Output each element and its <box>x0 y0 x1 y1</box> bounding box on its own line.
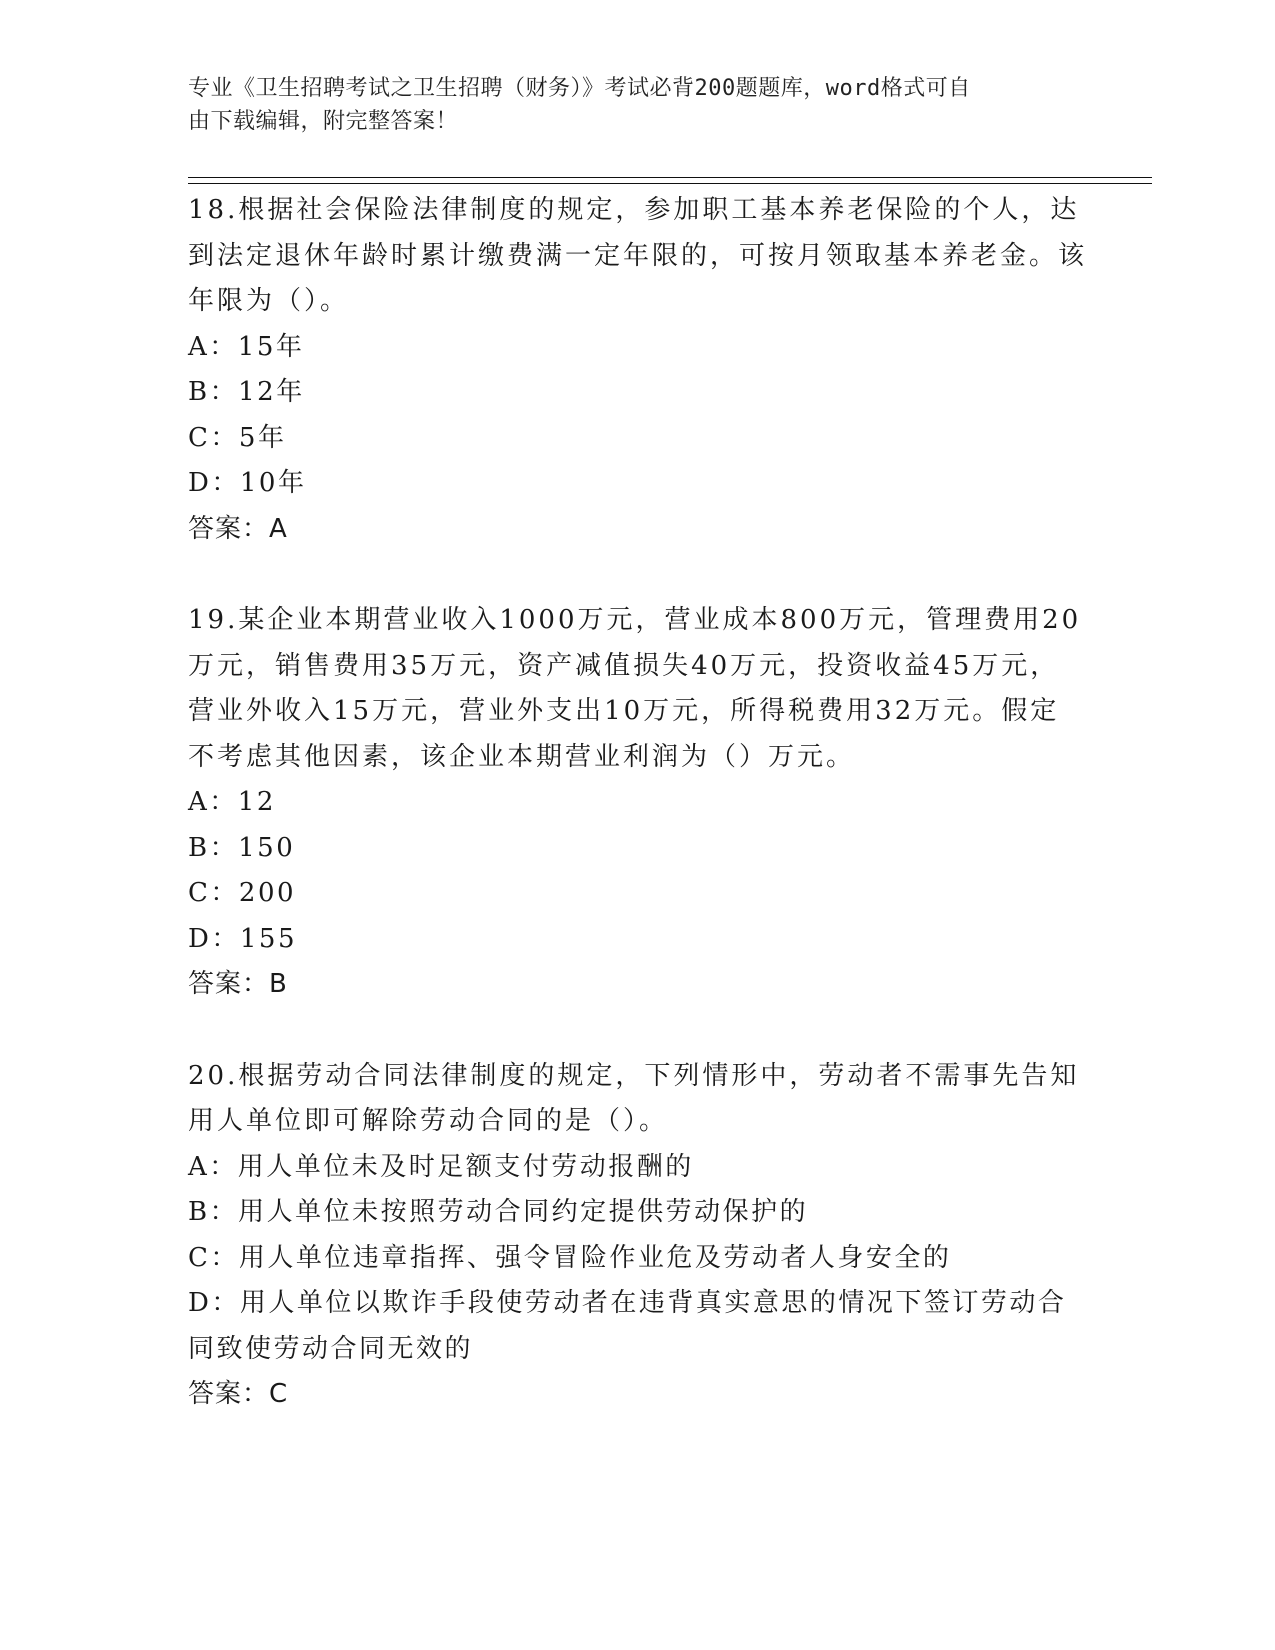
option-text: 用人单位未按照劳动合同约定提供劳动保护的 <box>238 1197 809 1227</box>
option-letter: A： <box>188 1151 238 1182</box>
option-letter: A： <box>188 787 238 817</box>
answer-value: C <box>269 1379 289 1409</box>
option-letter: D： <box>188 923 240 954</box>
option-letter: C： <box>188 422 239 453</box>
option-text: 12年 <box>238 377 305 407</box>
option-c <box>188 871 1088 917</box>
answer-label: 答案： <box>188 1379 270 1409</box>
option-a <box>188 780 1088 826</box>
option-text: 12 <box>237 787 276 817</box>
option-letter: B： <box>188 377 239 407</box>
answer-value: B <box>269 969 288 999</box>
option-a <box>188 1145 1088 1191</box>
option-letter: C： <box>188 878 239 908</box>
header-line-2: 由下载编辑，附完整答案！ <box>188 109 459 134</box>
header-divider-bottom <box>188 183 1152 184</box>
option-d <box>188 1281 1088 1372</box>
option-letter: B： <box>188 832 239 863</box>
option-text: 用人单位未及时足额支付劳动报酬的 <box>237 1151 694 1182</box>
document-header <box>188 72 1068 138</box>
answer-line <box>188 1372 1088 1418</box>
option-text: 5年 <box>238 422 287 453</box>
option-text: 用人单位违章指挥、强令冒险作业危及劳动者人身安全的 <box>238 1242 952 1273</box>
option-text: 用人单位以欺诈手段使劳动者在违背真实意思的情况下签订劳动合同致使劳动合同无效的 <box>188 1288 1067 1364</box>
question-list <box>188 188 1088 1464</box>
header-divider-top <box>188 177 1152 178</box>
answer-label: 答案： <box>188 969 270 999</box>
option-text: 200 <box>238 878 297 908</box>
option-d <box>188 917 1088 963</box>
question-19 <box>188 598 1088 1008</box>
option-letter: A： <box>188 331 238 362</box>
option-a <box>188 325 1088 371</box>
answer-line <box>188 507 1088 553</box>
question-20 <box>188 1054 1088 1418</box>
answer-label: 答案： <box>188 513 270 544</box>
option-d <box>188 461 1088 507</box>
question-stem: 20.根据劳动合同法律制度的规定，下列情形中，劳动者不需事先告知用人单位即可解除劳动合同的是（）。 <box>188 1060 1080 1136</box>
option-c <box>188 416 1088 462</box>
option-letter: D： <box>188 468 240 498</box>
option-b <box>188 1190 1088 1236</box>
option-text: 150 <box>238 832 296 863</box>
question-18 <box>188 188 1088 552</box>
question-stem: 19.某企业本期营业收入1000万元，营业成本800万元，管理费用20万元，销售费用35万元，资产减值损失40万元，投资收益45万元，营业外收入15万元，营业外支出10万元，所得税费用32万元。假定不考虑其他因素，该企业本期营业利润为（）万元。 <box>188 605 1082 772</box>
option-text: 15年 <box>237 331 305 362</box>
answer-value: A <box>269 513 288 544</box>
option-text: 155 <box>239 923 297 954</box>
option-letter: C： <box>188 1242 239 1273</box>
option-b <box>188 826 1088 872</box>
option-b <box>188 370 1088 416</box>
option-text: 10年 <box>239 468 307 498</box>
header-line-1: 专业《卫生招聘考试之卫生招聘（财务）》考试必背200题题库，word格式可自 <box>188 76 971 101</box>
option-c <box>188 1236 1088 1282</box>
option-letter: B： <box>188 1197 239 1227</box>
option-letter: D： <box>188 1288 240 1318</box>
question-stem: 18.根据社会保险法律制度的规定，参加职工基本养老保险的个人，达到法定退休年龄时累计缴费满一定年限的，可按月领取基本养老金。该年限为（）。 <box>188 195 1088 316</box>
answer-line <box>188 962 1088 1008</box>
